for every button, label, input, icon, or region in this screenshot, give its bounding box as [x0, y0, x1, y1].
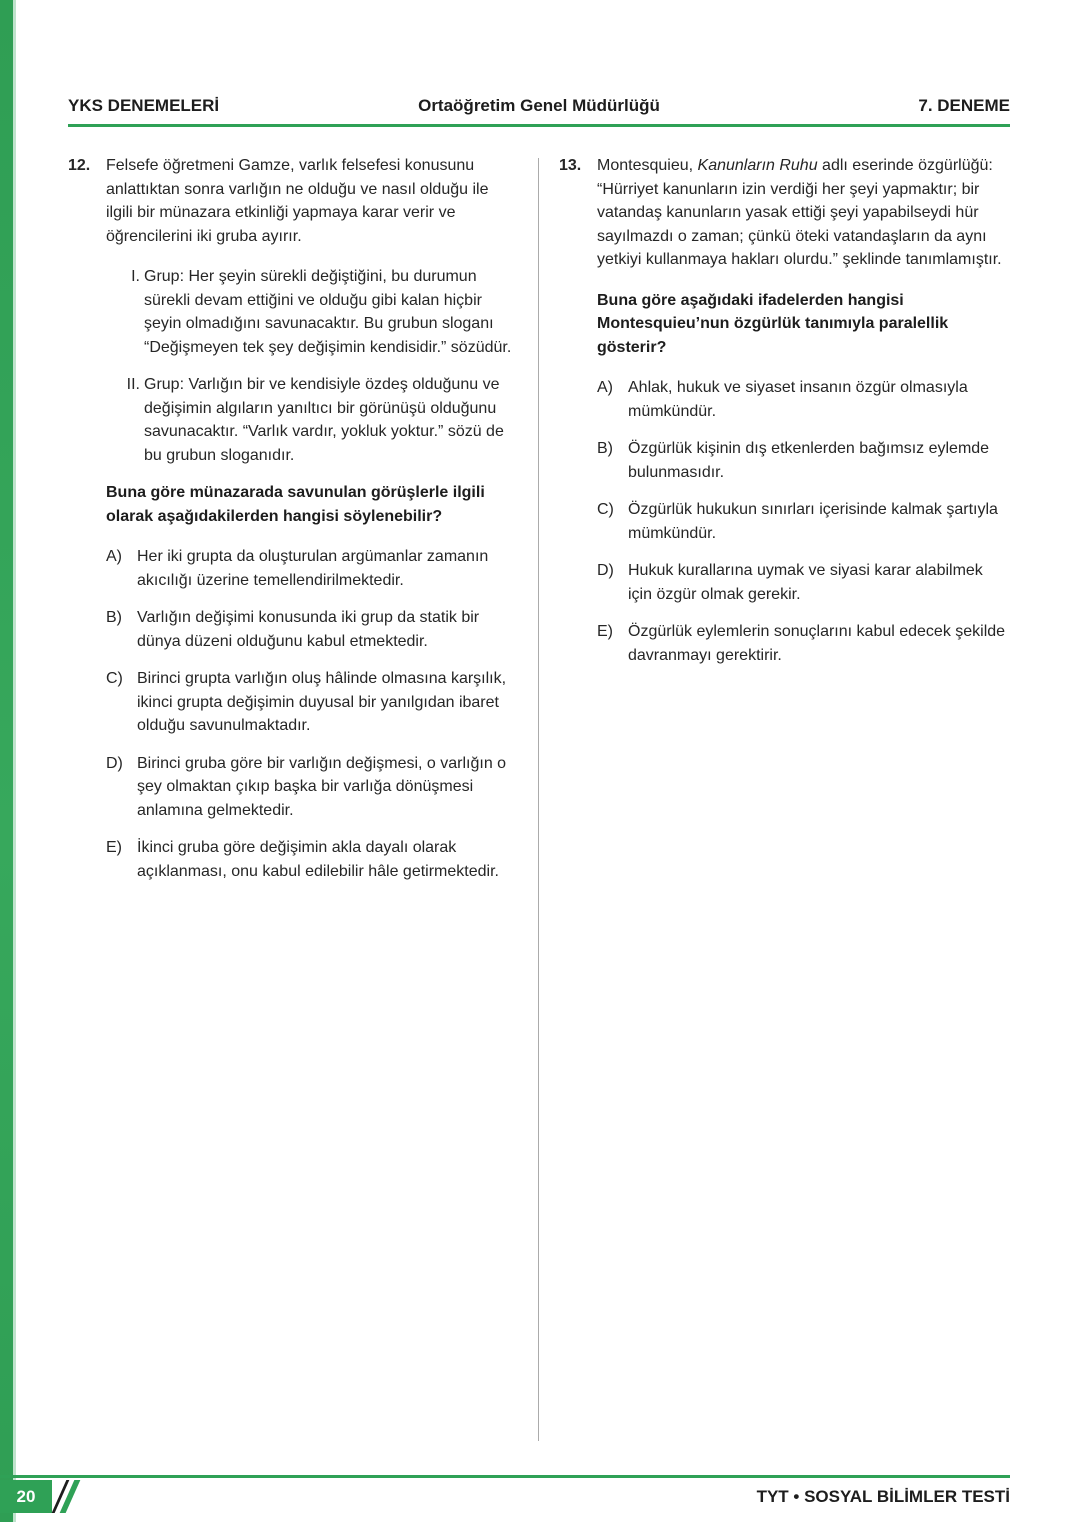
- question-12-group-1: [120, 265, 518, 359]
- option-text: İkinci gruba göre değişimin akla dayalı olarak açıklanması, onu kabul edilebilir hâle getirmektedir.: [137, 839, 499, 880]
- left-column: [68, 154, 518, 1441]
- question-12-intro: Felsefe öğretmeni Gamze, varlık felsefesi konusunu anlattıktan sonra varlığın ne olduğu ve nasıl olduğu ile ilgili bir münazara etkinliği yapmaya karar verir ve öğrencilerini iki gruba ayırır.: [106, 157, 489, 245]
- option-text: Ahlak, hukuk ve siyaset insanın özgür olmasıyla mümkündür.: [628, 379, 968, 420]
- option-text: Birinci grupta varlığın oluş hâlinde olmasına karşılık, ikinci grupta değişimin duyusal bir yanılgıdan ibaret olduğu savunulmaktadır.: [137, 670, 507, 734]
- option-letter: A): [106, 548, 122, 565]
- page-number-box: [0, 1480, 52, 1513]
- option-letter: A): [597, 379, 613, 396]
- option-letter: C): [597, 501, 614, 518]
- page-footer: [0, 1480, 1010, 1513]
- option-text: Hukuk kurallarına uymak ve siyasi karar alabilmek için özgür olmak gerekir.: [628, 562, 983, 603]
- footer-decorative-stripes: [59, 1480, 73, 1513]
- option-letter: D): [106, 754, 123, 772]
- group-2-numeral: II.: [126, 376, 140, 393]
- question-13-option-b: [597, 437, 1009, 484]
- page-header: [68, 96, 1010, 116]
- option-text: Her iki grupta da oluşturulan argümanlar zamanın akıcılığı üzerine temellendirilmektedir.: [137, 548, 489, 589]
- question-13-body: [597, 154, 1009, 681]
- question-12-option-d: [106, 752, 518, 823]
- question-12-stem: Buna göre münazarada savunulan görüşlerle ilgili olarak aşağıdakilerden hangisi söylenebilir?: [106, 484, 485, 525]
- question-13-option-e: [597, 620, 1009, 667]
- question-12: [68, 154, 518, 897]
- footer-test-title: TYT • SOSYAL BİLİMLER TESTİ: [756, 1486, 1010, 1506]
- header-exam-number: 7. DENEME: [918, 96, 1010, 115]
- option-letter: E): [597, 623, 613, 640]
- content-columns: [68, 154, 1010, 1441]
- option-text: Varlığın değişimi konusunda iki grup da statik bir dünya düzeni olduğunu kabul etmektedir.: [137, 609, 480, 650]
- option-text: Özgürlük hukukun sınırları içerisinde kalmak şartıyla mümkündür.: [628, 501, 998, 542]
- intro-text-suffix: adlı eserinde özgürlüğü: “Hürriyet kanunların izin verdiği her şeyi yapmaktır; bir vatandaş kanunların yasak ettiği şeyi yapabilseydi hür sayılmazdı o zaman; çünkü öteki vatandaşların da aynı yetkiyi kullanmaya hakları olurdu.” şeklinde tanımlamıştır.: [597, 157, 1002, 268]
- group-1-text: Grup: Her şeyin sürekli değiştiğini, bu durumun sürekli devam ettiğini ve olduğu gibi kalan hiçbir şeyin olmadığını savunacaktır. Bu grubun sloganı “Değişmeyen tek şey değişimin kendisidir.” sözüdür.: [144, 268, 512, 356]
- option-text: Özgürlük kişinin dış etkenlerden bağımsız eylemde bulunmasıdır.: [628, 440, 990, 481]
- page-number: 20: [16, 1486, 36, 1506]
- question-13-stem: Buna göre aşağıdaki ifadelerden hangisi Montesquieu’nun özgürlük tanımıyla paralellik gösterir?: [597, 291, 949, 356]
- intro-book-title: Kanunların Ruhu: [697, 157, 818, 174]
- header-booklet-title: YKS DENEMELERİ: [68, 96, 220, 115]
- right-column: [559, 154, 1009, 1441]
- group-1-numeral: I.: [131, 268, 140, 285]
- option-letter: B): [106, 609, 122, 626]
- column-divider: [538, 158, 539, 1441]
- question-12-option-c: [106, 667, 518, 738]
- left-edge-accent-inner: [13, 0, 16, 1522]
- question-12-body: [106, 154, 518, 897]
- option-letter: C): [106, 670, 123, 687]
- option-letter: E): [106, 839, 122, 856]
- question-12-option-b: [106, 606, 518, 653]
- question-12-option-e: [106, 836, 518, 883]
- option-letter: D): [597, 562, 614, 579]
- question-13-option-a: [597, 376, 1009, 423]
- question-13-intro: [597, 154, 1009, 272]
- option-text: Birinci gruba göre bir varlığın değişmesi, o varlığın o şey olmaktan çıkıp başka bir varlığa dönüşmesi anlamına gelmektedir.: [137, 754, 507, 819]
- question-12-option-a: [106, 545, 518, 592]
- left-edge-accent-bar: [0, 0, 13, 1522]
- question-13-option-d: [597, 559, 1009, 606]
- question-12-number: 12.: [68, 157, 91, 174]
- question-13-number: 13.: [559, 157, 582, 174]
- header-rule: [68, 124, 1010, 127]
- header-institution: Ortaöğretim Genel Müdürlüğü: [418, 96, 660, 115]
- option-text: Özgürlük eylemlerin sonuçlarını kabul edecek şekilde davranmayı gerektirir.: [628, 623, 1006, 664]
- group-2-text: Grup: Varlığın bir ve kendisiyle özdeş olduğunu ve değişimin algıların yanıltıcı bir görünüşü olduğunu savunacaktır. “Varlık vardır, yokluk yoktur.” sözü de bu grubun sloganıdır.: [144, 376, 504, 464]
- question-13: [559, 154, 1009, 681]
- question-13-option-c: [597, 498, 1009, 545]
- option-letter: B): [597, 440, 613, 457]
- intro-text-prefix: Montesquieu,: [597, 157, 698, 174]
- question-12-group-2: [120, 373, 518, 467]
- footer-rule: [0, 1475, 1010, 1478]
